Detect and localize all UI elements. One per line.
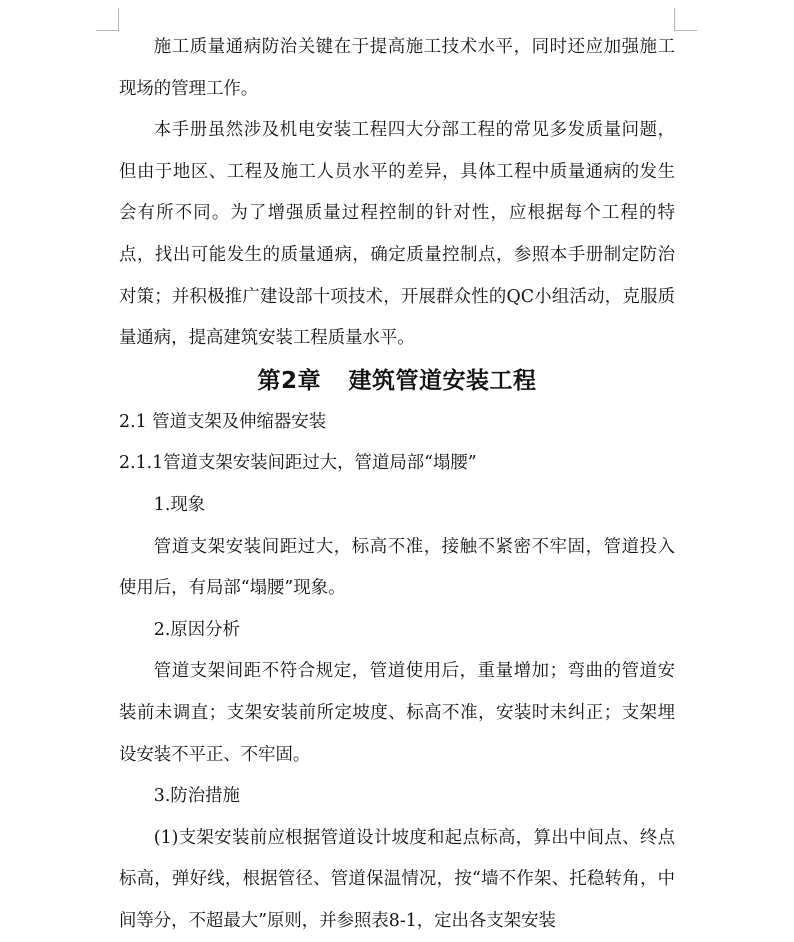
paragraph-intro: 施工质量通病防治关键在于提高施工技术水平，同时还应加强施工现场的管理工作。	[119, 37, 675, 99]
page-corner-mark-top-left	[96, 8, 119, 31]
phenomenon-text: 管道支架安装间距过大，标高不准，接触不紧密不牢固，管道投入使用后，有局部“塌腰”现象。	[119, 536, 675, 599]
subsection-heading: 2.1.1管道支架安装间距过大，管道局部“塌腰”	[119, 453, 477, 474]
phenomenon-heading: 1.现象	[153, 494, 206, 515]
cause-heading: 2.原因分析	[153, 619, 240, 640]
chapter-title: 建筑管道安装工程	[348, 367, 537, 394]
section-heading: 2.1 管道支架及伸缩器安装	[119, 411, 327, 432]
chapter-heading	[119, 360, 675, 402]
page-corner-mark-top-right	[674, 8, 697, 31]
document-page	[119, 27, 675, 942]
chapter-number: 第2章	[257, 367, 321, 394]
measures-heading: 3.防治措施	[153, 786, 240, 807]
measures-text: (1)支架安装前应根据管道设计坡度和起点标高，算出中间点、终点标高，弹好线，根据管径、管道保温情况，按“墙不作架、托稳转角，中间等分，不超最大”原则，并参照表8-1，定出各支架安装	[119, 827, 675, 931]
cause-text: 管道支架间距不符合规定，管道使用后，重量增加；弯曲的管道安装前未调直；支架安装前所定坡度、标高不准，安装时未纠正；支架埋设安装不平正、不牢固。	[119, 661, 675, 765]
paragraph-handbook: 本手册虽然涉及机电安装工程四大分部工程的常见多发质量问题，但由于地区、工程及施工人员水平的差异，具体工程中质量通病的发生会有所不同。为了增强质量过程控制的针对性，应根据每个工程的特点，找出可能发生的质量通病，确定质量控制点，参照本手册制定防治对策；并积极推广建设部十项技术，开展群众性的QC小组活动，克服质量通病，提高建筑安装工程质量水平。	[119, 120, 675, 349]
